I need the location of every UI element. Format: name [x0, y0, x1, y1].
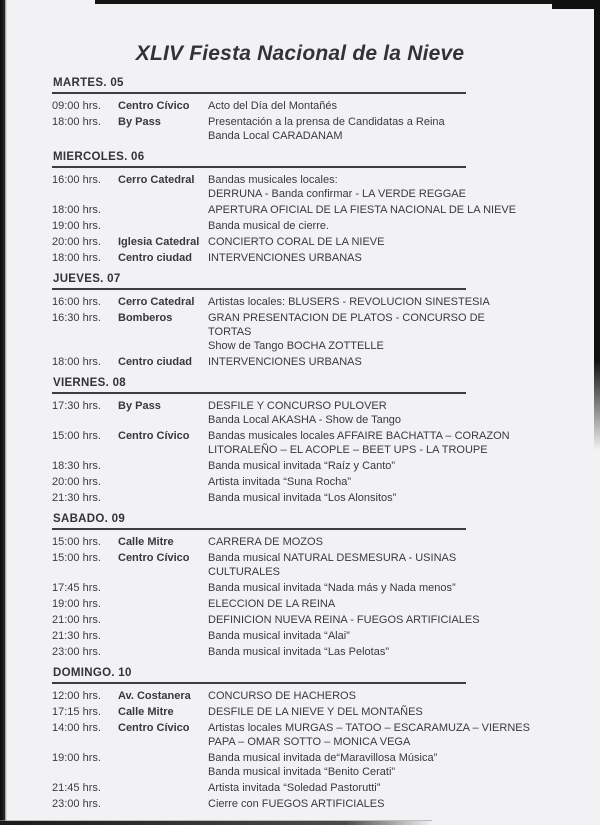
scan-edge-top: [95, 0, 600, 4]
time-cell: 16:00 hrs.: [52, 296, 101, 308]
schedule-row: [52, 173, 530, 201]
time-cell: 17:15 hrs.: [52, 706, 101, 718]
description-cell: [208, 251, 530, 265]
schedule-row: [52, 781, 530, 795]
location-cell: Centro ciudad: [118, 356, 192, 368]
location-cell: Centro ciudad: [118, 252, 192, 264]
time-cell: 16:30 hrs.: [52, 312, 101, 324]
day-section-jueves: [52, 271, 530, 369]
location-cell: Centro Cívico: [118, 552, 190, 564]
description-cell: [208, 751, 530, 779]
description-cell: [208, 295, 530, 309]
description-line: Cierre con FUEGOS ARTIFICIALES: [208, 798, 385, 810]
day-section-domingo: [52, 665, 530, 811]
description-cell: [208, 235, 530, 249]
schedule-row: [52, 551, 530, 579]
schedule-row: [52, 295, 530, 309]
description-cell: [208, 597, 530, 611]
description-cell: [208, 99, 530, 113]
schedule-row: [52, 459, 530, 473]
time-cell: 14:00 hrs.: [52, 722, 101, 734]
description-line: Acto del Día del Montañés: [208, 100, 338, 112]
day-heading: VIERNES. 08: [52, 375, 466, 394]
time-cell: 09:00 hrs.: [52, 100, 101, 112]
time-cell: 21:45 hrs.: [52, 782, 101, 794]
time-cell: 18:00 hrs.: [52, 356, 101, 368]
description-line: DESFILE DE LA NIEVE Y DEL MONTAÑES: [208, 706, 423, 718]
schedule-row: [52, 99, 530, 113]
description-line: GRAN PRESENTACION DE PLATOS - CONCURSO DE TORTAS: [208, 312, 485, 338]
time-cell: 17:30 hrs.: [52, 400, 101, 412]
time-cell: 15:00 hrs.: [52, 430, 101, 442]
time-cell: 18:00 hrs.: [52, 204, 101, 216]
schedule-row: [52, 475, 530, 489]
scan-edge-top-right: [552, 0, 600, 9]
description-line: Banda Local CARADANAM: [208, 130, 343, 142]
program-page: [52, 28, 530, 813]
description-line: Banda musical invitada “Las Pelotas”: [208, 646, 389, 658]
day-heading: DOMINGO. 10: [52, 665, 466, 684]
description-cell: [208, 491, 530, 505]
day-section-miercoles: [52, 149, 530, 265]
schedule-row: [52, 581, 530, 595]
description-cell: [208, 781, 530, 795]
time-cell: 18:00 hrs.: [52, 116, 101, 128]
location-cell: Av. Costanera: [118, 690, 191, 702]
day-section-viernes: [52, 375, 530, 505]
description-cell: [208, 797, 530, 811]
description-line: Artista invitada “Suna Rocha”: [208, 476, 352, 488]
time-cell: 19:00 hrs.: [52, 752, 101, 764]
location-cell: Cerro Catedral: [118, 174, 195, 186]
day-heading: JUEVES. 07: [52, 271, 466, 290]
time-cell: 12:00 hrs.: [52, 690, 101, 702]
time-cell: 17:45 hrs.: [52, 582, 101, 594]
schedule-row: [52, 613, 530, 627]
description-line: Banda musical invitada “Los Alonsitos”: [208, 492, 397, 504]
location-cell: Calle Mitre: [118, 706, 174, 718]
scan-edge-left-highlight: [5, 0, 7, 825]
time-cell: 20:00 hrs.: [52, 236, 101, 248]
description-cell: [208, 355, 530, 369]
description-line: Banda musical invitada “Nada más y Nada menos”: [208, 582, 456, 594]
scan-edge-right: [594, 0, 600, 450]
description-cell: [208, 689, 530, 703]
description-cell: [208, 173, 530, 201]
schedule-row: [52, 251, 530, 265]
time-cell: 21:30 hrs.: [52, 492, 101, 504]
description-line: Artistas locales: BLUSERS - REVOLUCION SINESTESIA: [208, 296, 490, 308]
description-line: APERTURA OFICIAL DE LA FIESTA NACIONAL DE LA NIEVE: [208, 204, 517, 216]
description-cell: [208, 613, 530, 627]
schedule-row: [52, 629, 530, 643]
time-cell: 21:00 hrs.: [52, 614, 101, 626]
description-cell: [208, 115, 530, 143]
location-cell: By Pass: [118, 400, 161, 412]
location-cell: Cerro Catedral: [118, 296, 195, 308]
description-line: Banda musical invitada “Alai”: [208, 630, 350, 642]
description-cell: [208, 629, 530, 643]
schedule-row: [52, 219, 530, 233]
day-heading: MIERCOLES. 06: [52, 149, 466, 168]
time-cell: 18:30 hrs.: [52, 460, 101, 472]
time-cell: 18:00 hrs.: [52, 252, 101, 264]
description-line: CONCIERTO CORAL DE LA NIEVE: [208, 236, 385, 248]
description-cell: [208, 475, 530, 489]
schedule-row: [52, 491, 530, 505]
description-line: CARRERA DE MOZOS: [208, 536, 323, 548]
schedule-row: [52, 689, 530, 703]
description-line: DESFILE Y CONCURSO PULOVER: [208, 400, 387, 412]
description-line: Bandas musicales locales:: [208, 174, 338, 186]
time-cell: 20:00 hrs.: [52, 476, 101, 488]
description-line: INTERVENCIONES URBANAS: [208, 252, 362, 264]
location-cell: Centro Cívico: [118, 430, 190, 442]
time-cell: 19:00 hrs.: [52, 598, 101, 610]
description-line: PAPA – OMAR SOTTO – MONICA VEGA: [208, 736, 411, 748]
description-line: Presentación a la prensa de Candidatas a Reina: [208, 116, 445, 128]
description-cell: [208, 535, 530, 549]
description-cell: [208, 399, 530, 427]
description-cell: [208, 203, 530, 217]
description-cell: [208, 429, 530, 457]
schedule-row: [52, 705, 530, 719]
description-line: Banda Local AKASHA - Show de Tango: [208, 414, 402, 426]
scan-edge-bottom: [0, 821, 432, 825]
day-section-martes: [52, 75, 530, 143]
time-cell: 15:00 hrs.: [52, 536, 101, 548]
location-cell: Iglesia Catedral: [118, 236, 200, 248]
page-title: XLIV Fiesta Nacional de la Nieve: [135, 42, 465, 65]
time-cell: 21:30 hrs.: [52, 630, 101, 642]
description-line: Banda musical invitada de“Maravillosa Música”: [208, 752, 438, 764]
location-cell: Bomberos: [118, 312, 173, 324]
location-cell: Centro Cívico: [118, 100, 190, 112]
day-section-sabado: [52, 511, 530, 659]
day-heading: MARTES. 05: [52, 75, 466, 94]
description-line: Show de Tango BOCHA ZOTTELLE: [208, 340, 384, 352]
description-line: ELECCION DE LA REINA: [208, 598, 336, 610]
description-line: CONCURSO DE HACHEROS: [208, 690, 356, 702]
schedule-row: [52, 535, 530, 549]
description-cell: [208, 705, 530, 719]
description-line: DEFINICION NUEVA REINA - FUEGOS ARTIFICIALES: [208, 614, 480, 626]
time-cell: 15:00 hrs.: [52, 552, 101, 564]
schedule-row: [52, 115, 530, 143]
schedule-row: [52, 645, 530, 659]
description-cell: [208, 311, 530, 353]
schedule-row: [52, 355, 530, 369]
location-cell: Calle Mitre: [118, 536, 174, 548]
description-line: LITORALEÑO – EL ACOPLE – BEET UPS - LA TROUPE: [208, 444, 488, 456]
description-cell: [208, 551, 530, 579]
schedule-row: [52, 429, 530, 457]
description-line: Artista invitada “Soledad Pastorutti”: [208, 782, 381, 794]
schedule-row: [52, 797, 530, 811]
schedule-row: [52, 235, 530, 249]
description-line: DERRUNA - Banda confirmar - LA VERDE REGGAE: [208, 188, 466, 200]
schedule-row: [52, 203, 530, 217]
time-cell: 19:00 hrs.: [52, 220, 101, 232]
time-cell: 23:00 hrs.: [52, 798, 101, 810]
description-line: Banda musical NATURAL DESMESURA - USINAS CULTURALES: [208, 552, 457, 578]
schedule-row: [52, 311, 530, 353]
description-line: Banda musical invitada “Benito Cerati”: [208, 766, 396, 778]
description-cell: [208, 459, 530, 473]
description-line: Bandas musicales locales AFFAIRE BACHATTA – CORAZON: [208, 430, 510, 442]
schedule-row: [52, 399, 530, 427]
description-line: Banda musical invitada “Raíz y Canto”: [208, 460, 396, 472]
description-cell: [208, 721, 530, 749]
location-cell: Centro Cívico: [118, 722, 190, 734]
time-cell: 23:00 hrs.: [52, 646, 101, 658]
schedule-row: [52, 751, 530, 779]
description-cell: [208, 645, 530, 659]
location-cell: By Pass: [118, 116, 161, 128]
description-cell: [208, 219, 530, 233]
description-line: Artistas locales MURGAS – TATOO – ESCARAMUZA – VIERNES: [208, 722, 530, 734]
day-heading: SABADO. 09: [52, 511, 466, 530]
schedule-row: [52, 597, 530, 611]
description-line: Banda musical de cierre.: [208, 220, 330, 232]
description-cell: [208, 581, 530, 595]
schedule-row: [52, 721, 530, 749]
description-line: INTERVENCIONES URBANAS: [208, 356, 362, 368]
time-cell: 16:00 hrs.: [52, 174, 101, 186]
